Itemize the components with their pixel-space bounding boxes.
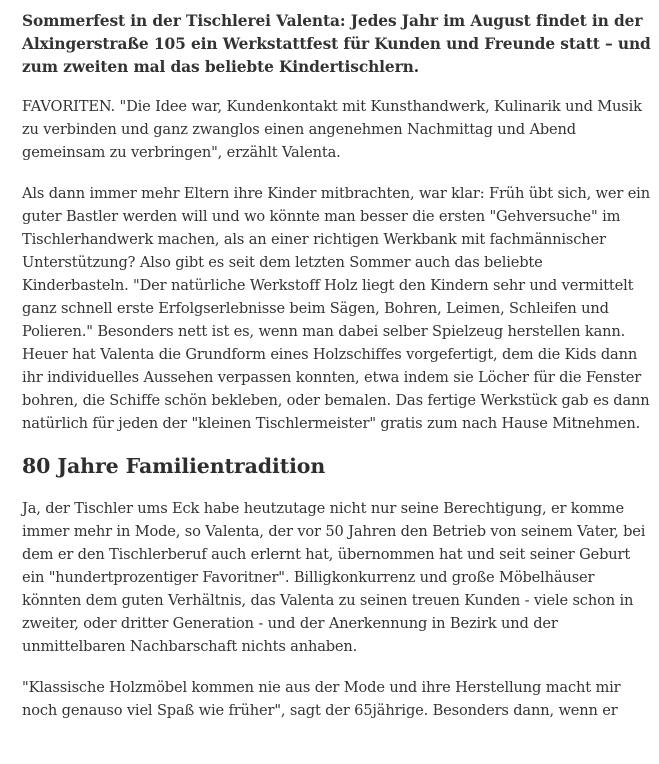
article-lead: Sommerfest in der Tischlerei Valenta: Jedes Jahr im August findet in der Alxingerstraße 105 ein Werkstattfest für Kunden und Freunde statt – und zum zweiten mal das beliebte Kindertischlern. (22, 12, 651, 76)
article-body (22, 10, 652, 740)
article-paragraph-tradition: Ja, der Tischler ums Eck habe heutzutage nicht nur seine Berechtigung, er komme immer mehr in Mode, so Valenta, der vor 50 Jahren den Betrieb von seinem Vater, bei dem er den Tischlerberuf auch erlernt hat, übernommen hat und seit seiner Geburt ein "hundertprozentiger Favoritner". Billigkonkurrenz und große Möbelhäuser könnten dem guten Verhältnis, das Valenta zu seinen treuen Kunden - viele schon in zweiter, oder dritter Generation - und der Anerkennung in Bezirk und der unmittelbaren Nachbarschaft nichts anhaben. (22, 500, 646, 655)
article-paragraph-kinderbasteln: Als dann immer mehr Eltern ihre Kinder mitbrachten, war klar: Früh übt sich, wer ein guter Bastler werden will und wo könnte man besser die ersten "Gehversuche" im Tischlerhandwerk machen, als an einer richtigen Werkbank mit fachmännischer Unterstützung? Also gibt es seit dem letzten Sommer auch das beliebte Kinderbasteln. "Der natürliche Werkstoff Holz liegt den Kindern sehr und vermittelt ganz schnell erste Erfolgserlebnisse beim Sägen, Bohren, Leimen, Schleifen und Polieren." Besonders nett ist es, wenn man dabei selber Spielzeug herstellen kann. Heuer hat Valenta die Grundform eines Holzschiffes vorgefertigt, dem die Kids dann ihr individuelles Aussehen verpassen konnten, etwa indem sie Löcher für die Fenster bohren, die Schiffe schön bekleben, oder bemalen. Das fertige Werkstück gab es dann natürlich für jeden der "kleinen Tischlermeister" gratis zum nach Hause Mitnehmen. (22, 185, 650, 432)
article-paragraph-intro: FAVORITEN. "Die Idee war, Kundenkontakt mit Kunsthandwerk, Kulinarik und Musik zu verbinden und ganz zwanglos einen angenehmen Nachmittag und Abend gemeinsam zu verbringen", erzählt Valenta. (22, 98, 642, 161)
article-paragraph-quote: "Klassische Holzmöbel kommen nie aus der Mode und ihre Herstellung macht mir noch genauso viel Spaß wie früher", sagt der 65jährige. Besonders dann, wenn er (22, 679, 621, 719)
section-heading: 80 Jahre Familientradition (22, 454, 326, 478)
